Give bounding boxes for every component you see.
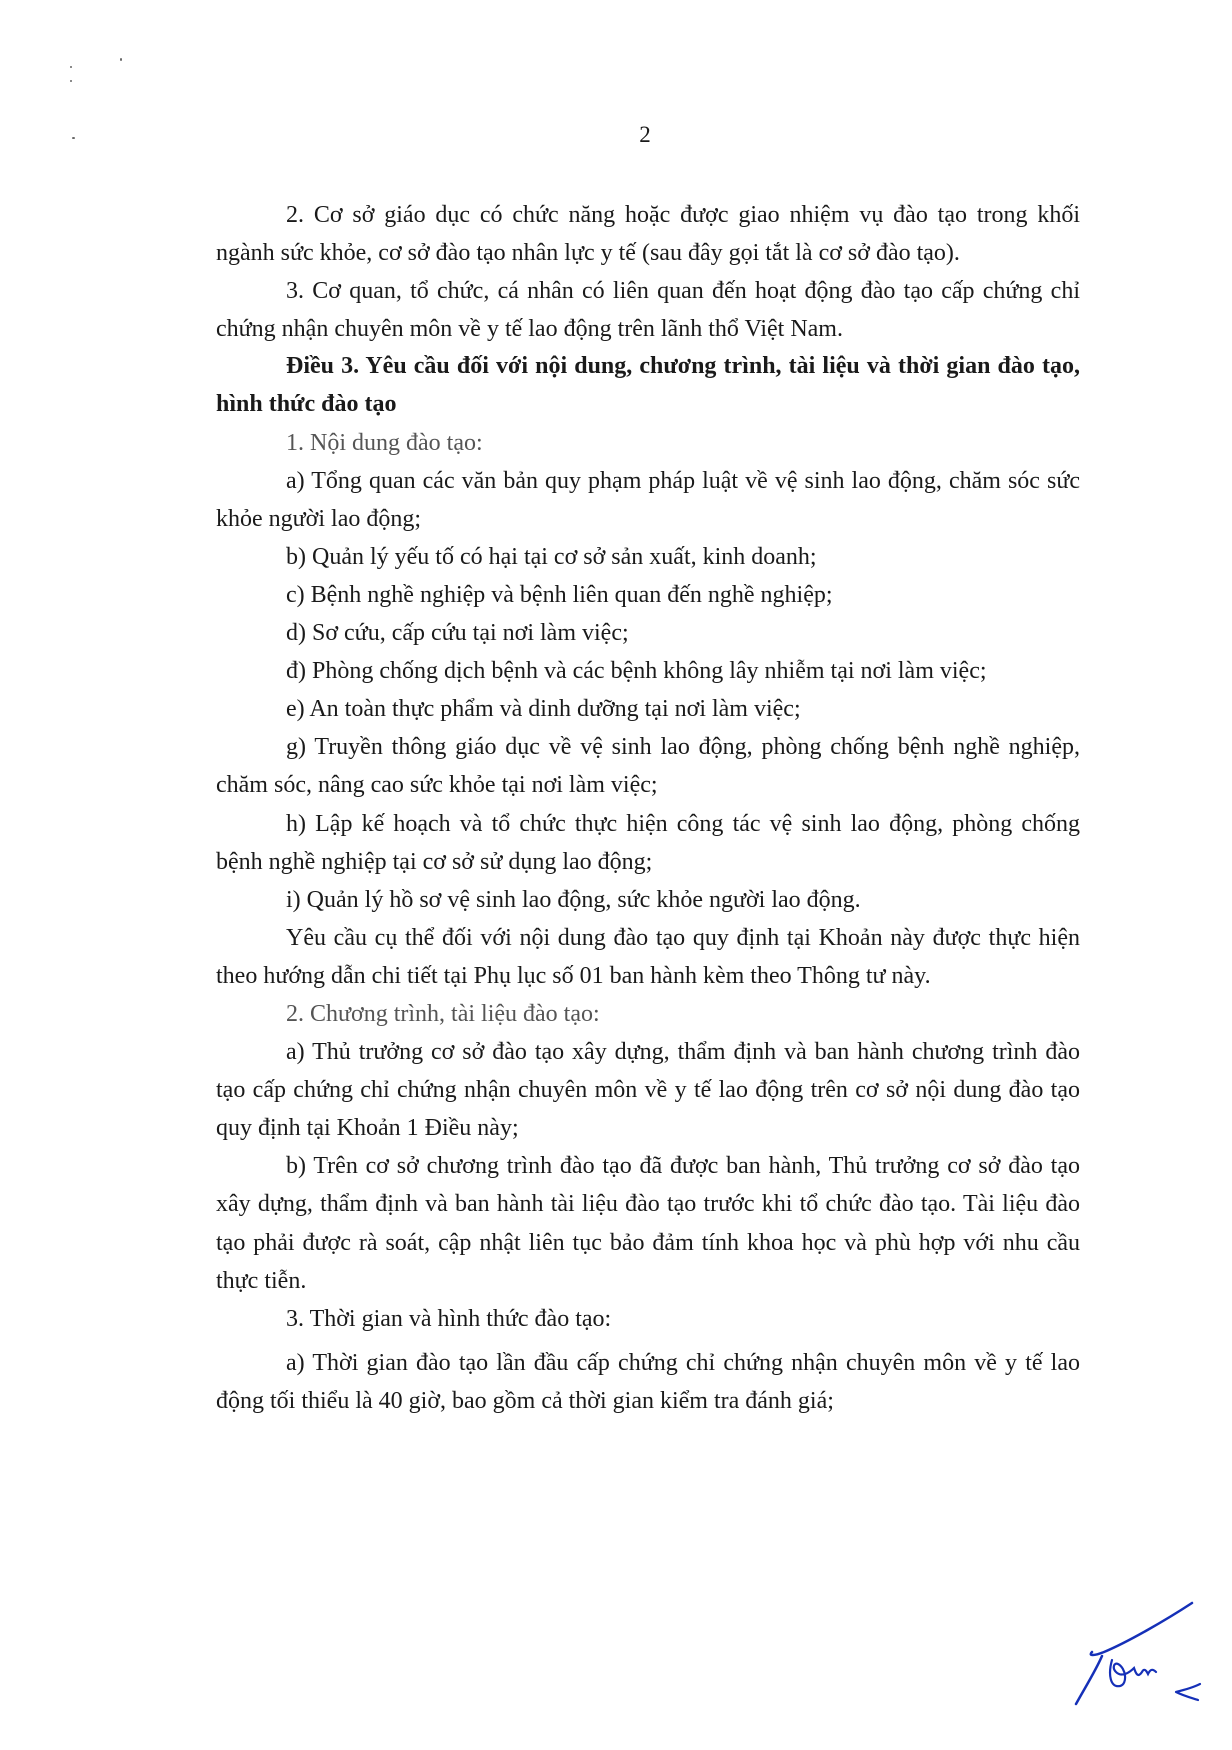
list-item-b: b) Quản lý yếu tố có hại tại cơ sở sản xuất, kinh doanh; bbox=[286, 543, 817, 570]
list-item-d: d) Sơ cứu, cấp cứu tại nơi làm việc; bbox=[286, 620, 629, 647]
page-number: 2 bbox=[639, 122, 651, 147]
section-2-heading: 2. Chương trình, tài liệu đào tạo: bbox=[286, 1000, 600, 1027]
article-3-heading: Điều 3. Yêu cầu đối với nội dung, chương trình, tài liệu và thời gian đào tạo, hình thức đào tạo bbox=[216, 353, 1080, 418]
initials-signature-icon bbox=[1066, 1598, 1216, 1708]
section-2-item-a: a) Thủ trưởng cơ sở đào tạo xây dựng, thẩm định và ban hành chương trình đào tạo cấp chứng chỉ chứng nhận chuyên môn về y tế lao động trên cơ sở nội dung đào tạo quy định tại Khoản 1 Điều này; bbox=[216, 1039, 1080, 1142]
list-item-c: c) Bệnh nghề nghiệp và bệnh liên quan đến nghề nghiệp; bbox=[286, 581, 833, 608]
list-item-dd: đ) Phòng chống dịch bệnh và các bệnh không lây nhiễm tại nơi làm việc; bbox=[286, 658, 987, 685]
section-1-heading: 1. Nội dung đào tạo: bbox=[286, 429, 483, 456]
list-item-i: i) Quản lý hồ sơ vệ sinh lao động, sức khỏe người lao động. bbox=[286, 886, 861, 913]
list-item-a: a) Tổng quan các văn bản quy phạm pháp luật về vệ sinh lao động, chăm sóc sức khỏe người lao động; bbox=[216, 467, 1080, 532]
list-item-g: g) Truyền thông giáo dục về vệ sinh lao động, phòng chống bệnh nghề nghiệp, chăm sóc, nâng cao sức khỏe tại nơi làm việc; bbox=[216, 734, 1080, 799]
document-body bbox=[216, 196, 1080, 1420]
paragraph-requirements: Yêu cầu cụ thể đối với nội dung đào tạo quy định tại Khoản này được thực hiện theo hướng dẫn chi tiết tại Phụ lục số 01 ban hành kèm theo Thông tư này. bbox=[216, 924, 1080, 989]
list-item-h: h) Lập kế hoạch và tổ chức thực hiện công tác vệ sinh lao động, phòng chống bệnh nghề nghiệp tại cơ sở sử dụng lao động; bbox=[216, 810, 1080, 875]
section-3-item-a: a) Thời gian đào tạo lần đầu cấp chứng chỉ chứng nhận chuyên môn về y tế lao động tối thiểu là 40 giờ, bao gồm cả thời gian kiểm tra đánh giá; bbox=[216, 1349, 1080, 1414]
section-2-item-b: b) Trên cơ sở chương trình đào tạo đã được ban hành, Thủ trưởng cơ sở đào tạo xây dựng, thẩm định và ban hành tài liệu đào tạo trước khi tổ chức đào tạo. Tài liệu đào tạo phải được rà soát, cập nhật liên tục bảo đảm tính khoa học và phù hợp với nhu cầu thực tiễn. bbox=[216, 1153, 1080, 1294]
section-3-heading: 3. Thời gian và hình thức đào tạo: bbox=[286, 1305, 612, 1332]
list-item-e: e) An toàn thực phẩm và dinh dưỡng tại nơi làm việc; bbox=[286, 696, 801, 723]
paragraph-clause-3: 3. Cơ quan, tổ chức, cá nhân có liên quan đến hoạt động đào tạo cấp chứng chỉ chứng nhận chuyên môn về y tế lao động trên lãnh thổ Việt Nam. bbox=[216, 278, 1080, 343]
paragraph-clause-2: 2. Cơ sở giáo dục có chức năng hoặc được giao nhiệm vụ đào tạo trong khối ngành sức khỏe, cơ sở đào tạo nhân lực y tế (sau đây gọi tắt là cơ sở đào tạo). bbox=[216, 202, 1080, 267]
